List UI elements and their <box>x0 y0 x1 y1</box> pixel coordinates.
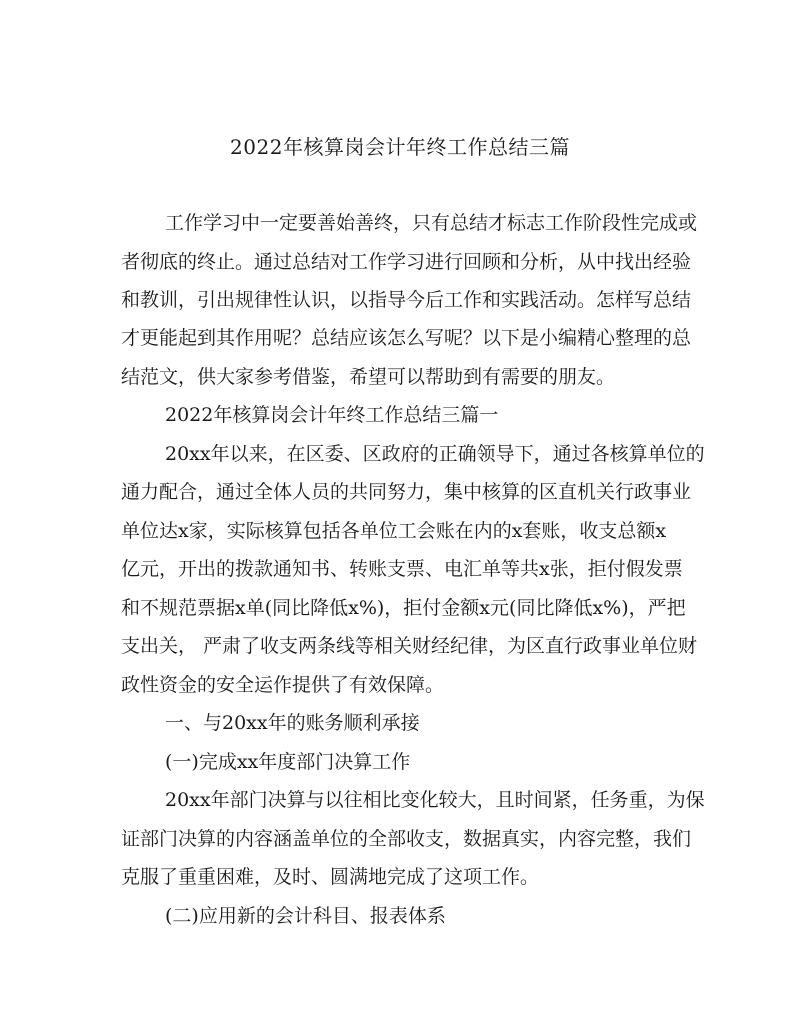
section-subtitle: 2022年核算岗会计年终工作总结三篇一 <box>165 404 499 426</box>
body-line-4: 亿元，开出的拨款通知书、转账支票、电汇单等共x张，拒付假发票 <box>121 558 683 580</box>
heading-1: 一、与20xx年的账务顺利承接 <box>165 712 420 734</box>
body-line-3: 单位达x家，实际核算包括各单位工会账在内的x套账，收支总额x <box>121 520 667 542</box>
body-line-1: 20xx年以来，在区委、区政府的正确领导下，通过各核算单位的 <box>165 443 705 465</box>
heading-1-1: (一)完成xx年度部门决算工作 <box>165 751 411 773</box>
intro-line-3: 和教训，引出规律性认识，以指导今后工作和实践活动。怎样写总结 <box>121 289 692 311</box>
body-line-5: 和不规范票据x单(同比降低x%)，拒付金额x元(同比降低x%)，严把 <box>121 597 686 619</box>
para-1-1-line-3: 克服了重重困难，及时、圆满地完成了这项工作。 <box>121 866 540 888</box>
heading-1-2: (二)应用新的会计科目、报表体系 <box>165 905 446 927</box>
intro-line-1: 工作学习中一定要善始善终，只有总结才标志工作阶段性完成或 <box>165 212 698 234</box>
para-1-1-line-1: 20xx年部门决算与以往相比变化较大，且时间紧，任务重，为保 <box>165 789 705 811</box>
intro-line-5: 结范文，供大家参考借鉴，希望可以帮助到有需要的朋友。 <box>121 366 616 388</box>
body-line-2: 通力配合，通过全体人员的共同努力，集中核算的区直机关行政事业 <box>121 481 692 503</box>
para-1-1-line-2: 证部门决算的内容涵盖单位的全部收支，数据真实，内容完整，我们 <box>121 828 692 850</box>
intro-line-4: 才更能起到其作用呢？总结应该怎么写呢？以下是小编精心整理的总 <box>121 327 692 349</box>
body-line-7: 政性资金的安全运作提供了有效保障。 <box>121 674 445 696</box>
body-line-6: 支出关， 严肃了收支两条线等相关财经纪律，为区直行政事业单位财 <box>121 635 698 657</box>
intro-line-2: 者彻底的终止。通过总结对工作学习进行回顾和分析，从中找出经验 <box>121 251 692 273</box>
document-title: 2022年核算岗会计年终工作总结三篇 <box>230 135 570 159</box>
